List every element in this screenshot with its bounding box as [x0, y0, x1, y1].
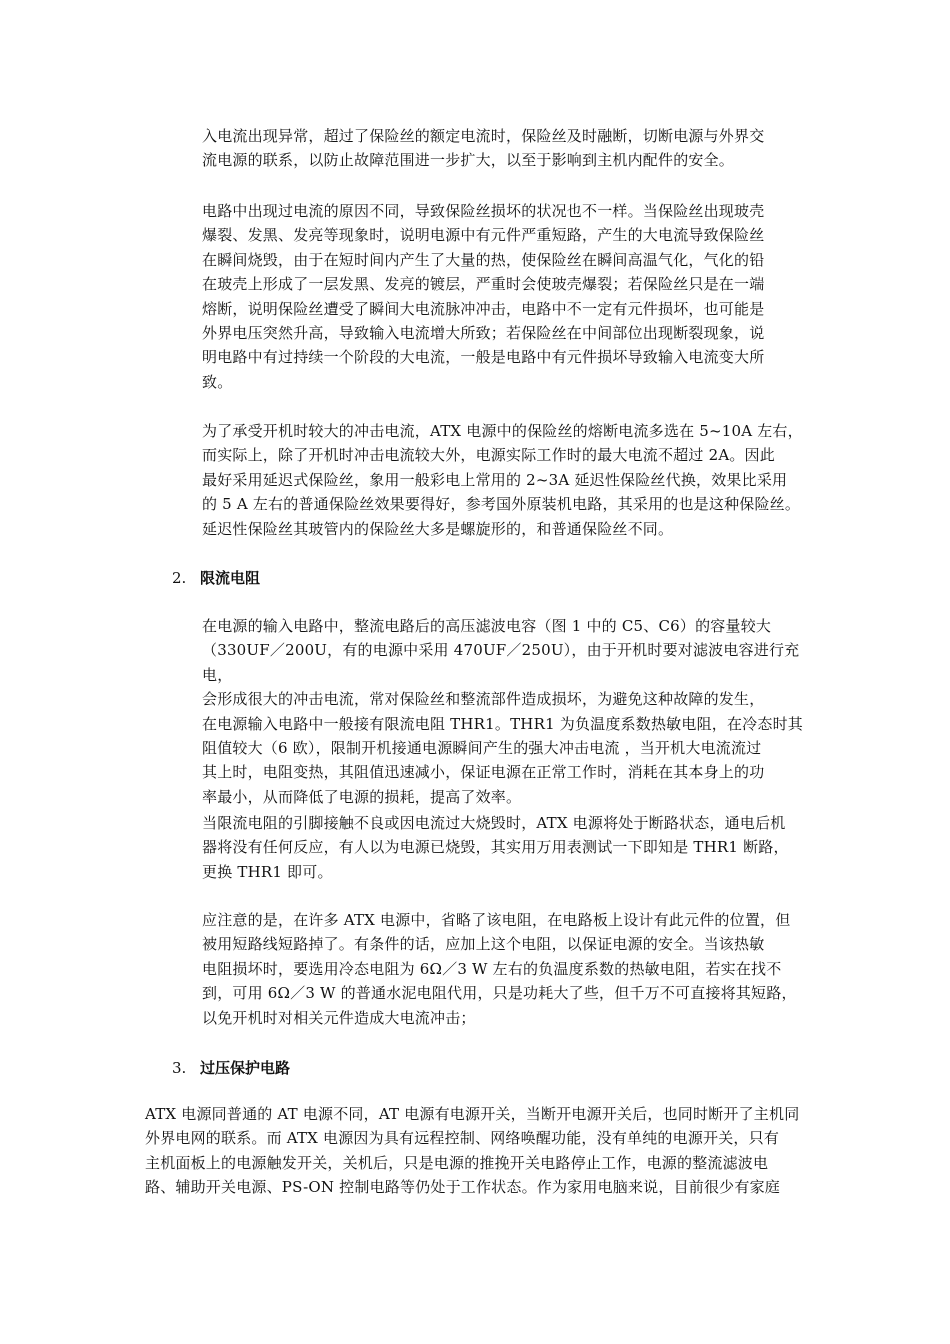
paragraph-thr1-replacement: 应注意的是，在许多 ATX 电源中，省略了该电阻，在电路板上设计有此元件的位置，但 被用短路线短路掉了。有条件的话，应加上这个电阻，以保证电源的安全。当该热敏 电阻损坏时，要选用冷态电阻为 6Ω／3 W 左右的负温度系数的热敏电阻，若实在找不 到，可用 6Ω／3 W 的普通水泥电阻代用，只是功耗大了些，但千万不可直接将其短路， 以免开机时对相关元件造成大电流冲击；: [202, 911, 797, 1027]
section-number: 2.: [172, 569, 187, 587]
paragraph-thr1-failure: 当限流电阻的引脚接触不良或因电流过大烧毁时，ATX 电源将处于断路状态，通电后机 器将没有任何反应，有人以为电源已烧毁，其实用万用表测试一下即知是 THR1 断路， 更换 THR1 即可。: [202, 814, 789, 881]
section-number: 3.: [172, 1059, 187, 1077]
paragraph-fuse-damage: 电路中出现过电流的原因不同，导致保险丝损坏的状况也不一样。当保险丝出现玻壳 爆裂、发黑、发亮等现象时，说明电源中有元件严重短路，产生的大电流导致保险丝 在瞬间烧毁，由于在短时间内产生了大量的热，使保险丝在瞬间高温气化，气化的铅 在玻壳上形成了一层发黑、发亮的镀层，严重时会使玻壳爆裂；若保险丝只是在一端 熔断，说明保险丝遭受了瞬间大电流脉冲冲击，电路中不一定有元件损坏，也可能是 外界电压突然升高，导致输入电流增大所致；若保险丝在中间部位出现断裂现象，说 明电路中有过持续一个阶段的大电流，一般是电路中有元件损坏导致输入电流变大所 致。: [202, 202, 765, 391]
paragraph-delay-fuse: 为了承受开机时较大的冲击电流，ATX 电源中的保险丝的熔断电流多选在 5~10A 左右， 而实际上，除了开机时冲击电流较大外，电源实际工作时的最大电流不超过 2A。因此 最好采用延迟式保险丝，象用一般彩电上常用的 2~3A 延迟性保险丝代换，效果比采用 的 5 A 左右的普通保险丝效果要得好，参考国外原装机电路，其采用的也是这种保险丝。 延迟性保险丝其玻管内的保险丝大多是螺旋形的，和普通保险丝不同。: [202, 422, 803, 538]
paragraph-atx-vs-at: ATX 电源同普通的 AT 电源不同，AT 电源有电源开关，当断开电源开关后，也同时断开了主机同 外界电网的联系。而 ATX 电源因为具有远程控制、网络唤醒功能，没有单纯的电源开关，只有 主机面板上的电源触发开关，关机后，只是电源的推挽开关电路停止工作，电源的整流滤波电 路、辅助开关电源、PS-ON 控制电路等仍处于工作状态。作为家用电脑来说，目前很少有家庭: [145, 1105, 800, 1197]
paragraph-thr1-description: 在电源的输入电路中，整流电路后的高压滤波电容（图 1 中的 C5、C6）的容量较大 （330UF／200U，有的电源中采用 470UF／250U），由于开机时要对滤波电容进行充电， 会形成很大的冲击电流，常对保险丝和整流部件造成损坏，为避免这种故障的发生， 在电源输入电路中一般接有限流电阻 THR1。THR1 为负温度系数热敏电阻，在冷态时其 阻值较大（6 欧），限制开机接通电源瞬间产生的强大冲击电流 ，当开机大电流流过 其上时，电阻变热，其阻值迅速减小，保证电源在正常工作时，消耗在其本身上的功 率最小，从而降低了电源的损耗，提高了效率。: [202, 617, 803, 806]
section-title: 限流电阻: [200, 569, 261, 587]
section-heading-overvoltage-protection: [172, 1056, 472, 1080]
section-title: 过压保护电路: [200, 1059, 291, 1077]
section-heading-current-limiting-resistor: [172, 566, 472, 590]
paragraph-fuse-function: 入电流出现异常，超过了保险丝的额定电流时，保险丝及时融断，切断电源与外界交 流电源的联系，以防止故障范围进一步扩大，以至于影响到主机内配件的安全。: [202, 127, 765, 170]
